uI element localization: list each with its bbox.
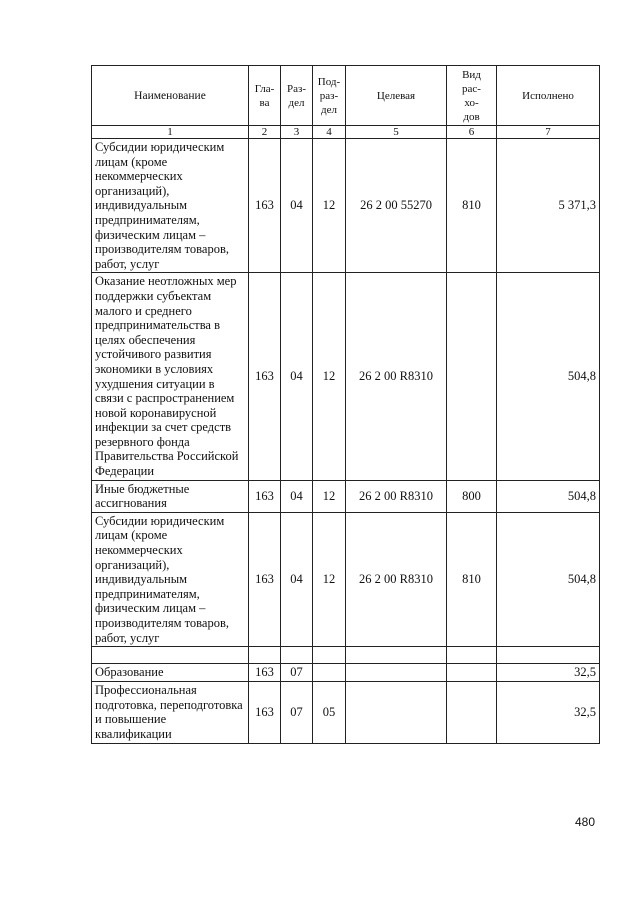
- row-podrazdel: 12: [313, 273, 346, 480]
- row-podrazdel: 05: [313, 682, 346, 743]
- row-razdel: 04: [281, 273, 313, 480]
- row-razdel: 04: [281, 512, 313, 646]
- row-vid: [447, 664, 497, 682]
- row-vid: [447, 682, 497, 743]
- table-row-empty: [92, 647, 600, 664]
- row-vid: 800: [447, 480, 497, 512]
- column-number: 1: [92, 126, 249, 139]
- row-razdel: 04: [281, 139, 313, 273]
- row-ispolneno: 5 371,3: [497, 139, 600, 273]
- header-celevaya: Целевая: [346, 66, 447, 126]
- row-celevaya: 26 2 00 R8310: [346, 273, 447, 480]
- row-glava: 163: [249, 512, 281, 646]
- header-vid: [447, 66, 497, 126]
- row-podrazdel: [313, 647, 346, 664]
- row-name: Иные бюджетные ассигнования: [92, 480, 249, 512]
- header-razdel: [281, 66, 313, 126]
- row-razdel: 07: [281, 664, 313, 682]
- table-row: [92, 664, 600, 682]
- row-glava: [249, 647, 281, 664]
- row-razdel: [281, 647, 313, 664]
- row-ispolneno: 504,8: [497, 273, 600, 480]
- header-podrazdel-text: Под- раз- дел: [317, 75, 341, 116]
- row-celevaya: [346, 647, 447, 664]
- header-glava-text: Гла- ва: [254, 82, 275, 109]
- column-number: 7: [497, 126, 600, 139]
- row-celevaya: 26 2 00 55270: [346, 139, 447, 273]
- header-vid-text: Вид рас- хо- дов: [462, 68, 481, 123]
- header-podrazdel: [313, 66, 346, 126]
- table-row: [92, 273, 600, 480]
- column-number: 6: [447, 126, 497, 139]
- row-ispolneno: 32,5: [497, 664, 600, 682]
- row-razdel: 04: [281, 480, 313, 512]
- row-vid: 810: [447, 512, 497, 646]
- column-number: 5: [346, 126, 447, 139]
- row-glava: 163: [249, 664, 281, 682]
- row-glava: 163: [249, 682, 281, 743]
- row-vid: [447, 647, 497, 664]
- header-row: [92, 66, 600, 126]
- column-numbers-row: [92, 126, 600, 139]
- row-vid: 810: [447, 139, 497, 273]
- row-ispolneno: 32,5: [497, 682, 600, 743]
- row-name: Образование: [92, 664, 249, 682]
- row-celevaya: [346, 682, 447, 743]
- header-glava: [249, 66, 281, 126]
- row-glava: 163: [249, 273, 281, 480]
- header-ispolneno: Исполнено: [497, 66, 600, 126]
- row-name: Субсидии юридическим лицам (кроме некоммерческих организаций), индивидуальным предпринимателям, физическим лицам – производителям товаров, работ, услуг: [92, 512, 249, 646]
- table-row: [92, 512, 600, 646]
- table-row: [92, 139, 600, 273]
- column-number: 4: [313, 126, 346, 139]
- row-name: Профессиональная подготовка, переподготовка и повышение квалификации: [92, 682, 249, 743]
- table-row: [92, 682, 600, 743]
- row-name: Субсидии юридическим лицам (кроме некоммерческих организаций), индивидуальным предпринимателям, физическим лицам – производителям товаров, работ, услуг: [92, 139, 249, 273]
- budget-table: [91, 65, 600, 744]
- row-ispolneno: 504,8: [497, 480, 600, 512]
- row-celevaya: 26 2 00 R8310: [346, 480, 447, 512]
- table-row: [92, 480, 600, 512]
- row-podrazdel: 12: [313, 480, 346, 512]
- page-number: 480: [575, 815, 596, 829]
- row-glava: 163: [249, 480, 281, 512]
- row-podrazdel: 12: [313, 512, 346, 646]
- row-razdel: 07: [281, 682, 313, 743]
- column-number: 3: [281, 126, 313, 139]
- header-name: Наименование: [92, 66, 249, 126]
- row-name: Оказание неотложных мер поддержки субъектам малого и среднего предпринимательства в целях обеспечения устойчивого развития экономики в условиях ухудшения ситуации в связи с распространением новой коронавирусной инфекции за счет средств резервного фонда Правительства Российской Федерации: [92, 273, 249, 480]
- column-number: 2: [249, 126, 281, 139]
- row-vid: [447, 273, 497, 480]
- row-celevaya: 26 2 00 R8310: [346, 512, 447, 646]
- row-celevaya: [346, 664, 447, 682]
- header-razdel-text: Раз- дел: [286, 82, 306, 109]
- row-podrazdel: [313, 664, 346, 682]
- row-glava: 163: [249, 139, 281, 273]
- row-ispolneno: 504,8: [497, 512, 600, 646]
- row-name: [92, 647, 249, 664]
- row-podrazdel: 12: [313, 139, 346, 273]
- row-ispolneno: [497, 647, 600, 664]
